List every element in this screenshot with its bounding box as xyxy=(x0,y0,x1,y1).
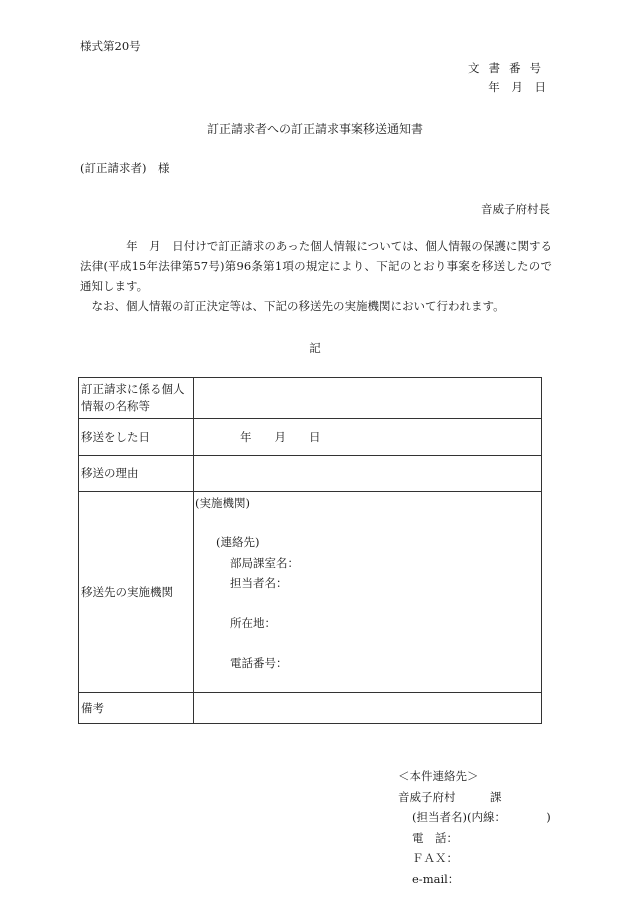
table-row xyxy=(79,693,542,724)
row-label-transfer-reason: 移送の理由 xyxy=(79,456,194,492)
destination-department: 部局課室名： xyxy=(230,556,299,570)
row-label-remarks: 備考 xyxy=(79,693,194,724)
row-label-info-name: 訂正請求に係る個人情報の名称等 xyxy=(79,378,194,419)
destination-agency: (実施機関) xyxy=(195,496,250,510)
row-value-destination xyxy=(194,492,542,693)
notice-paragraph-1: 年 月 日付けで訂正請求のあった個人情報については、個人情報の保護に関する法律(平成15年法律第57号)第96条第1項の規定により、下記のとおり事案を移送したので通知します。 xyxy=(80,239,552,293)
addressee: (訂正請求者) 様 xyxy=(80,161,170,175)
document-title: 訂正請求者への訂正請求事案移送通知書 xyxy=(206,122,423,136)
destination-contact-heading: (連絡先) xyxy=(216,535,260,549)
contact-block xyxy=(398,766,551,889)
destination-person: 担当者名： xyxy=(230,576,288,590)
notice-paragraph-2: なお、個人情報の訂正決定等は、下記の移送先の実施機関において行われます。 xyxy=(80,299,505,313)
contact-fax: ＦＡＸ： xyxy=(412,851,458,865)
transfer-info-table xyxy=(78,377,542,724)
destination-phone: 電話番号： xyxy=(230,656,288,670)
form-number: 様式第20号 xyxy=(80,39,141,53)
row-label-destination: 移送先の実施機関 xyxy=(79,492,194,693)
table-row xyxy=(79,419,542,456)
sender: 音威子府村長 xyxy=(481,202,550,216)
row-value-remarks xyxy=(194,693,542,724)
destination-details xyxy=(194,492,541,691)
contact-phone: 電 話： xyxy=(412,830,458,845)
row-value-transfer-date: 年 月 日 xyxy=(194,419,542,456)
row-value-info-name xyxy=(194,378,542,419)
contact-office: 音威子府村 課 xyxy=(398,789,502,804)
notice-body xyxy=(80,236,552,316)
ki-heading: 記 xyxy=(309,341,321,355)
document-date-label: 年 月 日 xyxy=(488,80,550,94)
destination-address: 所在地： xyxy=(230,616,276,630)
document-number-label: 文書番号 xyxy=(468,61,550,75)
table-row xyxy=(79,456,542,492)
table-row xyxy=(79,378,542,419)
table-row xyxy=(79,492,542,693)
row-label-transfer-date: 移送をした日 xyxy=(79,419,194,456)
contact-email: e-mail： xyxy=(412,871,460,886)
contact-person: (担当者名)(内線： ) xyxy=(412,810,551,824)
row-value-transfer-reason xyxy=(194,456,542,492)
contact-heading: ＜本件連絡先＞ xyxy=(398,769,479,783)
